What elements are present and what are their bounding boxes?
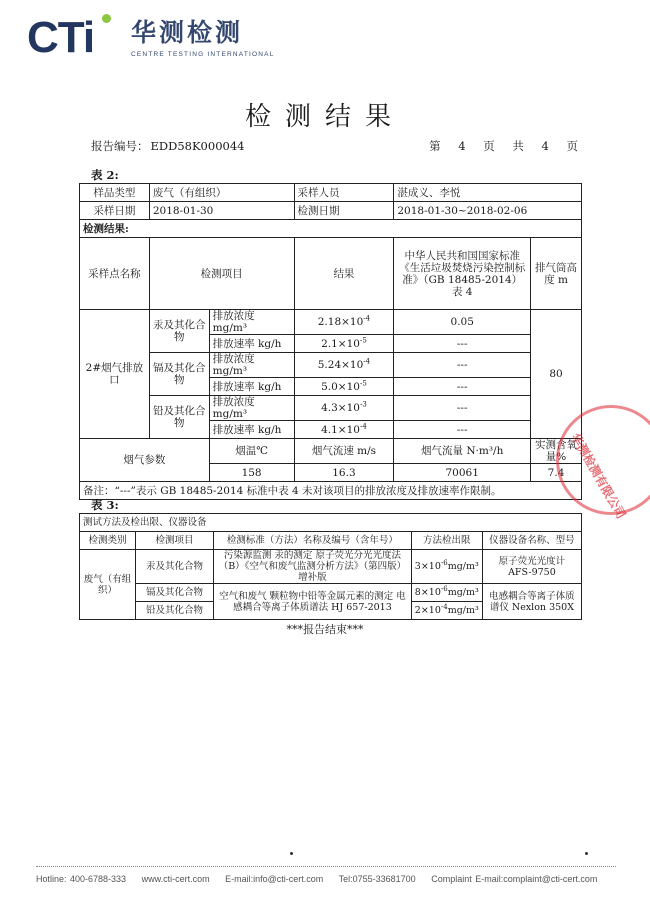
standard-limit: --- [394,335,531,353]
analyte-name: 汞及其化合物 [149,310,209,353]
report-number-value: EDD58K000044 [150,139,245,153]
method-item: 汞及其化合物 [136,550,214,584]
flue-flow-label: 烟气流量 N·m³/h [394,439,531,464]
logo-brand: CTi [27,13,95,62]
dot-mark [290,852,293,855]
result-value: $2.18\times 10^{-4}$ [294,310,394,335]
report-end-text: ***报告结束*** [286,623,364,636]
logo-english-name: CENTRE TESTING INTERNATIONAL [131,51,275,58]
sampler-label: 采样人员 [294,184,394,202]
col-header-item: 检测项目 [136,532,214,550]
table3-subtitle: 测试方法及检出限、仪器设备 [80,514,582,532]
col-header-method: 检测标准（方法）名称及编号（含年号） [214,532,412,550]
method-item: 铅及其化合物 [136,602,214,620]
parameter-name: 排放速率 kg/h [209,378,294,396]
sample-date-label: 采样日期 [80,202,150,220]
parameter-name: 排放浓度 mg/m³ [209,310,294,335]
footer-complaint: Complaint E-mail:complaint@cti-cert.com [431,874,598,884]
standard-limit: --- [394,378,531,396]
footer-tel: Tel:0755-33681700 [338,874,416,884]
flue-flow-value: 70061 [394,464,531,482]
col-header-item: 检测项目 [149,238,294,310]
test-category: 废气（有组织） [80,550,136,620]
result-value: $4.3\times 10^{-3}$ [294,396,394,421]
method-limit: $8\times 10^{-6}mg/m^3$ [411,584,482,602]
footer [36,874,609,884]
logo-dot [102,14,111,23]
table3-caption: 表 3: [91,498,119,512]
result-value: $5.24\times 10^{-4}$ [294,353,394,378]
seal-text: 华测检测有限公司 [568,431,629,522]
table2-note: 备注：“---”表示 GB 18485-2014 标准中表 4 未对该项目的排放浓度及排放速率作限制。 [80,482,582,500]
sampling-point: 2#烟气排放口 [80,310,150,439]
flue-temp-value: 158 [209,464,294,482]
page-title: 检测结果 [244,102,405,132]
result-value: $5.0\times 10^{-5}$ [294,378,394,396]
parameter-name: 排放浓度 mg/m³ [209,396,294,421]
flue-velocity-value: 16.3 [294,464,394,482]
report-number [89,138,244,154]
sampler-value: 湛成义、李悦 [394,184,582,202]
standard-limit: 0.05 [394,310,531,335]
test-date-value: 2018-01-30~2018-02-06 [394,202,582,220]
parameter-name: 排放速率 kg/h [209,335,294,353]
table2-caption: 表 2: [91,168,119,182]
parameter-name: 排放速率 kg/h [209,421,294,439]
method-standard: 污染源监测 汞的测定 原子荧光分光光度法（B）《空气和废气监测分析方法》（第四版）增补版 [214,550,412,584]
report-number-label: 报告编号： [91,139,149,153]
method-standard: 空气和废气 颗粒物中铅等金属元素的测定 电感耦合等离子体质谱法 HJ 657-2013 [214,584,412,620]
method-instrument: 电感耦合等离子体质谱仪 Nexlon 350X [482,584,581,620]
flue-oxygen-label: 实测含氧量% [531,439,582,464]
flue-temp-label: 烟温℃ [209,439,294,464]
sample-type-label: 样品类型 [80,184,150,202]
logo-chinese-name: 华测检测 [131,18,244,47]
method-limit: $2\times 10^{-4}mg/m^3$ [411,602,482,620]
method-instrument: 原子荧光光度计 AFS-9750 [482,550,581,584]
methods-table [79,513,582,620]
page-info: 第 4 页 共 4 页 [429,139,578,153]
sample-date-value: 2018-01-30 [149,202,294,220]
analyte-name: 镉及其化合物 [149,353,209,396]
results-label: 检测结果: [80,220,582,238]
test-date-label: 检测日期 [294,202,394,220]
sample-type-value: 废气（有组织） [149,184,294,202]
footer-hotline: Hotline: 400-6788-333 [36,874,127,884]
col-header-standard: 中华人民共和国国家标准《生活垃圾焚烧污染控制标准》（GB 18485-2014）表 4 [394,238,531,310]
col-header-category: 检测类别 [80,532,136,550]
standard-limit: --- [394,396,531,421]
flue-oxygen-value: 7.4 [531,464,582,482]
col-header-limit: 方法检出限 [411,532,482,550]
flue-params-label: 烟气参数 [80,439,210,482]
parameter-name: 排放浓度 mg/m³ [209,353,294,378]
standard-limit: --- [394,353,531,378]
flue-velocity-label: 烟气流速 m/s [294,439,394,464]
method-limit: $3\times 10^{-6}mg/m^3$ [411,550,482,584]
company-logo [27,13,275,64]
footer-email: E-mail:info@cti-cert.com [225,874,324,884]
col-header-instrument: 仪器设备名称、型号 [482,532,581,550]
footer-divider [36,866,616,867]
method-item: 镉及其化合物 [136,584,214,602]
result-value: $2.1\times 10^{-5}$ [294,335,394,353]
standard-limit: --- [394,421,531,439]
result-value: $4.1\times 10^{-4}$ [294,421,394,439]
dot-mark [585,852,588,855]
col-header-result: 结果 [294,238,394,310]
stack-height: 80 [531,310,582,439]
col-header-point: 采样点名称 [80,238,150,310]
analyte-name: 铅及其化合物 [149,396,209,439]
results-table [79,183,582,500]
col-header-height: 排气筒高度 m [531,238,582,310]
footer-web: www.cti-cert.com [141,874,210,884]
